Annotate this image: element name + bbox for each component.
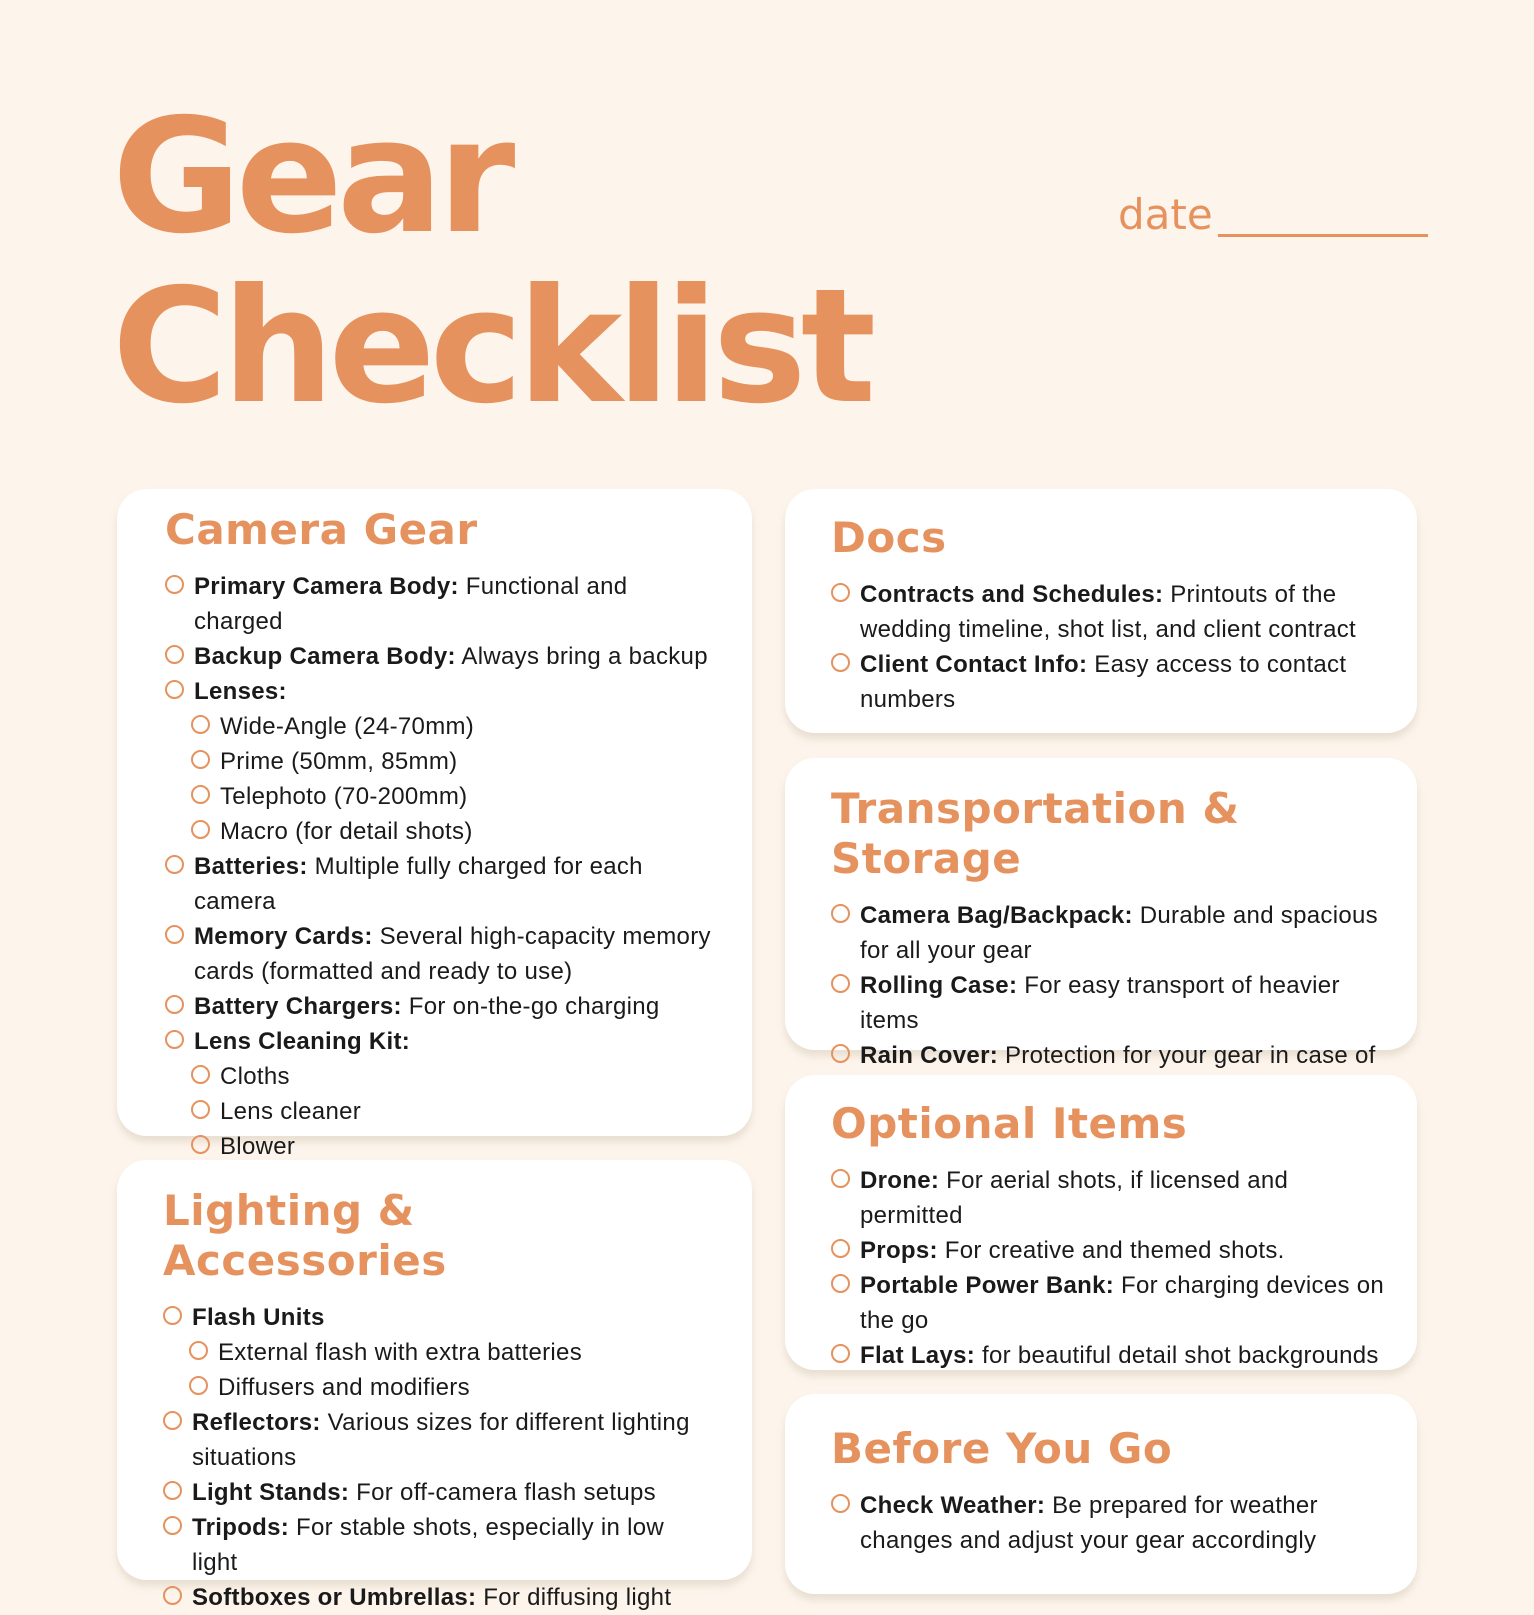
checkbox-circle-icon[interactable] [163, 1306, 182, 1325]
item-text: Diffusers and modifiers [218, 1374, 470, 1401]
checklist [831, 1163, 1387, 1373]
item-text: Functional and charged [194, 573, 628, 635]
checklist-item [191, 709, 712, 744]
checkbox-circle-icon[interactable] [191, 785, 210, 804]
item-label: Client Contact Info: [860, 651, 1088, 678]
item-label: Props: [860, 1237, 938, 1264]
checkbox-circle-icon[interactable] [191, 1065, 210, 1084]
item-label: Softboxes or Umbrellas: [192, 1584, 477, 1611]
item-label: Drone: [860, 1167, 940, 1194]
item-label: Light Stands: [192, 1479, 350, 1506]
page-title [112, 85, 871, 439]
checkbox-circle-icon[interactable] [165, 855, 184, 874]
title-line-2: Checklist [112, 255, 871, 439]
item-label: Flash Units [192, 1304, 325, 1331]
item-label: Backup Camera Body: [194, 643, 456, 670]
checklist-item [163, 1475, 712, 1510]
checklist-item [831, 898, 1387, 968]
checkbox-circle-icon[interactable] [163, 1586, 182, 1605]
item-text: Cloths [220, 1063, 290, 1090]
item-label: Camera Bag/Backpack: [860, 902, 1133, 929]
checklist-item [165, 639, 712, 674]
item-label: Rolling Case: [860, 972, 1018, 999]
section-title: Docs [831, 513, 947, 562]
checkbox-circle-icon[interactable] [831, 1044, 850, 1063]
checkbox-circle-icon[interactable] [831, 974, 850, 993]
item-label: Tripods: [192, 1514, 290, 1541]
checklist-item [189, 1335, 712, 1370]
checkbox-circle-icon[interactable] [189, 1341, 208, 1360]
checkbox-circle-icon[interactable] [165, 925, 184, 944]
checklist-item [165, 674, 712, 709]
checklist-item [165, 1024, 712, 1059]
checkbox-circle-icon[interactable] [831, 1494, 850, 1513]
transportation-storage-card [785, 758, 1417, 1069]
checkbox-circle-icon[interactable] [831, 653, 850, 672]
item-label: Check Weather: [860, 1492, 1046, 1519]
item-text: For aerial shots, if licensed and permitted [860, 1167, 1289, 1229]
checkbox-circle-icon[interactable] [189, 1376, 208, 1395]
item-text: For charging devices on the go [860, 1272, 1385, 1334]
checkbox-circle-icon[interactable] [191, 1135, 210, 1154]
item-label: Primary Camera Body: [194, 573, 459, 600]
checklist-item [831, 577, 1387, 647]
item-label: Portable Power Bank: [860, 1272, 1115, 1299]
checklist-item [163, 1510, 712, 1580]
checklist-item [165, 569, 712, 639]
checkbox-circle-icon[interactable] [191, 1100, 210, 1119]
item-text: Wide-Angle (24-70mm) [220, 713, 475, 740]
date-line[interactable] [1218, 234, 1428, 237]
checklist-item [165, 989, 712, 1024]
item-text: For off-camera flash setups [349, 1479, 656, 1506]
checklist-item [189, 1370, 712, 1405]
checklist-item [163, 1405, 712, 1475]
checkbox-circle-icon[interactable] [831, 904, 850, 923]
camera-gear-card [117, 489, 752, 1160]
item-text: Protection for your gear in case of [1004, 1042, 1376, 1069]
section-title: Optional Items [831, 1099, 1188, 1148]
checkbox-circle-icon[interactable] [831, 1274, 850, 1293]
checklist [163, 1300, 712, 1615]
checklist-item [163, 1580, 712, 1615]
checklist-item [163, 1300, 712, 1335]
checklist-item [191, 744, 712, 779]
checklist-item [191, 814, 712, 849]
checkbox-circle-icon[interactable] [163, 1516, 182, 1535]
item-text: Lens cleaner [220, 1098, 362, 1125]
item-text: Always bring a backup [455, 643, 708, 670]
checklist-item [191, 1059, 712, 1094]
item-text: For on-the-go charging [401, 993, 660, 1020]
checklist-item [831, 1233, 1387, 1268]
checkbox-circle-icon[interactable] [831, 583, 850, 602]
item-text: Several high-capacity memory cards (formatted and ready to use) [194, 923, 711, 985]
checkbox-circle-icon[interactable] [831, 1169, 850, 1188]
item-text: For stable shots, especially in low light [192, 1514, 665, 1576]
checkbox-circle-icon[interactable] [165, 575, 184, 594]
checklist-item [165, 849, 712, 919]
item-text: Multiple fully charged for each camera [194, 853, 643, 915]
checklist-item [831, 647, 1387, 717]
checkbox-circle-icon[interactable] [831, 1344, 850, 1363]
checkbox-circle-icon[interactable] [191, 715, 210, 734]
date-field[interactable] [1118, 190, 1430, 242]
item-label: Rain Cover: [860, 1042, 998, 1069]
checklist-item [191, 1129, 712, 1164]
checklist-item [831, 1488, 1387, 1558]
checklist-item [831, 1268, 1387, 1338]
checklist-item [191, 779, 712, 814]
checkbox-circle-icon[interactable] [163, 1411, 182, 1430]
item-text: Easy access to contact numbers [860, 651, 1347, 713]
item-text: Be prepared for weather changes and adjust your gear accordingly [860, 1492, 1318, 1554]
checklist [831, 577, 1387, 717]
item-label: Contracts and Schedules: [860, 581, 1164, 608]
item-label: Battery Chargers: [194, 993, 402, 1020]
checkbox-circle-icon[interactable] [831, 1239, 850, 1258]
date-label: date [1118, 190, 1213, 239]
title-line-1: Gear [112, 85, 510, 269]
item-text: For creative and themed shots. [937, 1237, 1285, 1264]
item-text: For diffusing light [476, 1584, 672, 1611]
before-you-go-card [785, 1394, 1417, 1594]
item-text: Printouts of the wedding timeline, shot list, and client contract [860, 581, 1356, 643]
checklist [165, 569, 712, 1164]
checklist [831, 1488, 1387, 1558]
item-text: Blower [220, 1133, 296, 1160]
checklist-item [165, 919, 712, 989]
item-label: Lens Cleaning Kit: [194, 1028, 411, 1055]
checkbox-circle-icon[interactable] [165, 645, 184, 664]
checkbox-circle-icon[interactable] [165, 995, 184, 1014]
section-title: Lighting & Accessories [163, 1186, 447, 1285]
checklist-item [831, 1338, 1387, 1373]
item-label: Memory Cards: [194, 923, 373, 950]
item-text: Prime (50mm, 85mm) [220, 748, 458, 775]
docs-card [785, 489, 1417, 733]
item-text: Macro (for detail shots) [220, 818, 473, 845]
optional-items-card [785, 1075, 1417, 1370]
checkbox-circle-icon[interactable] [191, 820, 210, 839]
item-text: Telephoto (70-200mm) [220, 783, 468, 810]
item-text: External flash with extra batteries [218, 1339, 582, 1366]
checkbox-circle-icon[interactable] [163, 1481, 182, 1500]
item-text: For easy transport of heavier items [860, 972, 1340, 1034]
item-label: Lenses: [194, 678, 287, 705]
checklist-item [831, 968, 1387, 1038]
item-text: Durable and spacious for all your gear [860, 902, 1378, 964]
item-label: Batteries: [194, 853, 308, 880]
section-title: Before You Go [831, 1424, 1173, 1473]
item-text: Various sizes for different lighting situations [192, 1409, 690, 1471]
section-title: Camera Gear [165, 505, 478, 554]
item-label: Flat Lays: [860, 1342, 976, 1369]
item-text: for beautiful detail shot backgrounds [975, 1342, 1379, 1369]
lighting-accessories-card [117, 1160, 752, 1611]
checklist-item [831, 1163, 1387, 1233]
checkbox-circle-icon[interactable] [191, 750, 210, 769]
checkbox-circle-icon[interactable] [165, 1030, 184, 1049]
checkbox-circle-icon[interactable] [165, 680, 184, 699]
item-label: Reflectors: [192, 1409, 321, 1436]
section-title: Transportation & Storage [831, 784, 1240, 883]
checklist-item [191, 1094, 712, 1129]
